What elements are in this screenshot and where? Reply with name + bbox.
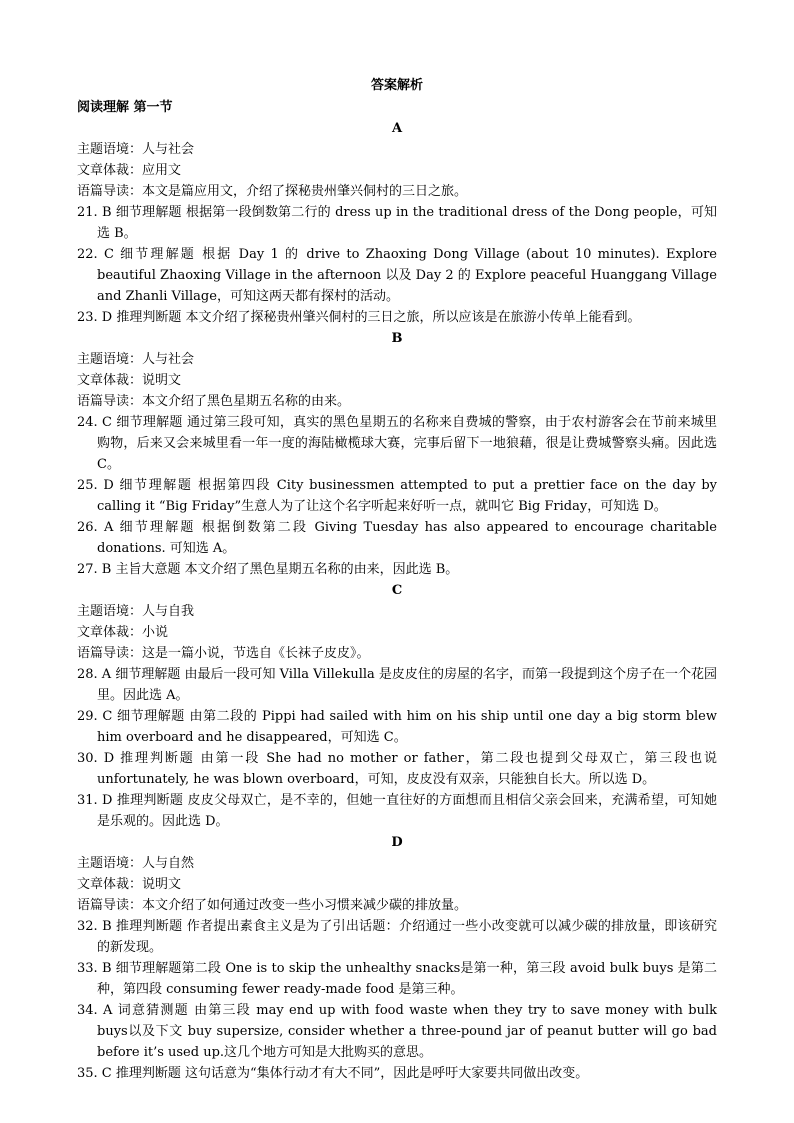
question-item: 30. D 推理判断题 由第一段 She had no mother or father，第二段也提到父母双亡，第三段也说 unfortunately, he was blown overboard，可知，皮皮没有双亲，只能独自长大。所以选 D。 <box>77 751 717 787</box>
part-a <box>77 118 717 328</box>
theme-line: 主题语境：人与社会 <box>77 142 195 157</box>
genre-line: 文章体裁：说明文 <box>77 373 182 388</box>
theme-line: 主题语境：人与社会 <box>77 352 195 367</box>
question-item: 21. B 细节理解题 根据第一段倒数第二行的 dress up in the traditional dress of the Dong people，可知选 B。 <box>77 205 717 241</box>
question-item: 25. D 细节理解题 根据第四段 City businessmen attempted to put a prettier face on the day by calling it “Big Friday”生意人为了让这个名字听起来好听一点，就叫它 Big Friday，可知选 D。 <box>77 478 717 514</box>
question-item: 26. A 细节理解题 根据倒数第二段 Giving Tuesday has also appeared to encourage charitable donations. 可知选 A。 <box>77 520 717 556</box>
genre-line: 文章体裁：小说 <box>77 625 169 640</box>
guide-line: 语篇导读：本文介绍了如何通过改变一些小习惯来减少碳的排放量。 <box>77 898 468 913</box>
part-b <box>77 328 717 580</box>
question-item: 33. B 细节理解题第二段 One is to skip the unhealthy snacks是第一种，第三段 avoid bulk buys 是第二种，第四段 consuming fewer ready-made food 是第三种。 <box>77 961 717 997</box>
question-item: 23. D 推理判断题 本文介绍了探秘贵州肇兴侗村的三日之旅，所以应该是在旅游小传单上能看到。 <box>77 310 641 325</box>
genre-line: 文章体裁：应用文 <box>77 163 182 178</box>
theme-line: 主题语境：人与自然 <box>77 856 195 871</box>
part-letter: B <box>391 331 403 346</box>
question-item: 34. A 词意猜测题 由第三段 may end up with food waste when they try to save money with bulk buys以及下文 buy supersize, consider whether a three-pound jar of peanut butter will go bad before it’s used up.这几个地方可知是大批购买的意思。 <box>77 1003 717 1060</box>
question-item: 35. C 推理判断题 这句话意为“集体行动才有大不同”，因此是呼吁大家要共同做出改变。 <box>77 1066 589 1081</box>
part-letter: A <box>391 121 403 136</box>
question-item: 24. C 细节理解题 通过第三段可知，真实的黑色星期五的名称来自费城的警察，由于农村游客会在节前来城里购物，后来又会来城里看一年一度的海陆橄榄球大赛，完事后留下一地狼藉，很是让费城警察头痛。因此选 C。 <box>77 415 717 472</box>
guide-line: 语篇导读：本文是篇应用文，介绍了探秘贵州肇兴侗村的三日之旅。 <box>77 184 468 199</box>
part-letter: D <box>391 835 403 850</box>
question-item: 32. B 推理判断题 作者提出素食主义是为了引出话题：介绍通过一些小改变就可以减少碳的排放量，即该研究的新发现。 <box>77 919 717 955</box>
question-item: 29. C 细节理解题 由第二段的 Pippi had sailed with him on his ship until one day a big storm blew him overboard and he disappeared，可知选 C。 <box>77 709 717 745</box>
question-item: 31. D 推理判断题 皮皮父母双亡，是不幸的，但她一直往好的方面想而且相信父亲会回来，充满希望，可知她是乐观的。因此选 D。 <box>77 793 717 829</box>
question-item: 22. C 细节理解题 根据 Day 1 的 drive to Zhaoxing Dong Village (about 10 minutes). Explore beautiful Zhaoxing Village in the afternoon 以及 Day 2 的 Explore peaceful Huanggang Village and Zhanli Village，可知这两天都有探村的活动。 <box>77 247 717 304</box>
guide-line: 语篇导读：这是一篇小说，节选自《长袜子皮皮》。 <box>77 646 370 661</box>
page-title: 答案解析 <box>370 78 423 93</box>
part-c <box>77 580 717 832</box>
question-item: 27. B 主旨大意题 本文介绍了黑色星期五名称的由来，因此选 B。 <box>77 562 459 577</box>
part-d <box>77 832 717 1084</box>
answer-page <box>77 76 717 1084</box>
theme-line: 主题语境：人与自我 <box>77 604 195 619</box>
question-item: 28. A 细节理解题 由最后一段可知 Villa Villekulla 是皮皮住的房屋的名字，而第一段提到这个房子在一个花园里。因此选 A。 <box>77 667 717 703</box>
genre-line: 文章体裁：说明文 <box>77 877 182 892</box>
guide-line: 语篇导读：本文介绍了黑色星期五名称的由来。 <box>77 394 351 409</box>
part-letter: C <box>391 583 403 598</box>
section-heading: 阅读理解 第一节 <box>77 100 173 115</box>
